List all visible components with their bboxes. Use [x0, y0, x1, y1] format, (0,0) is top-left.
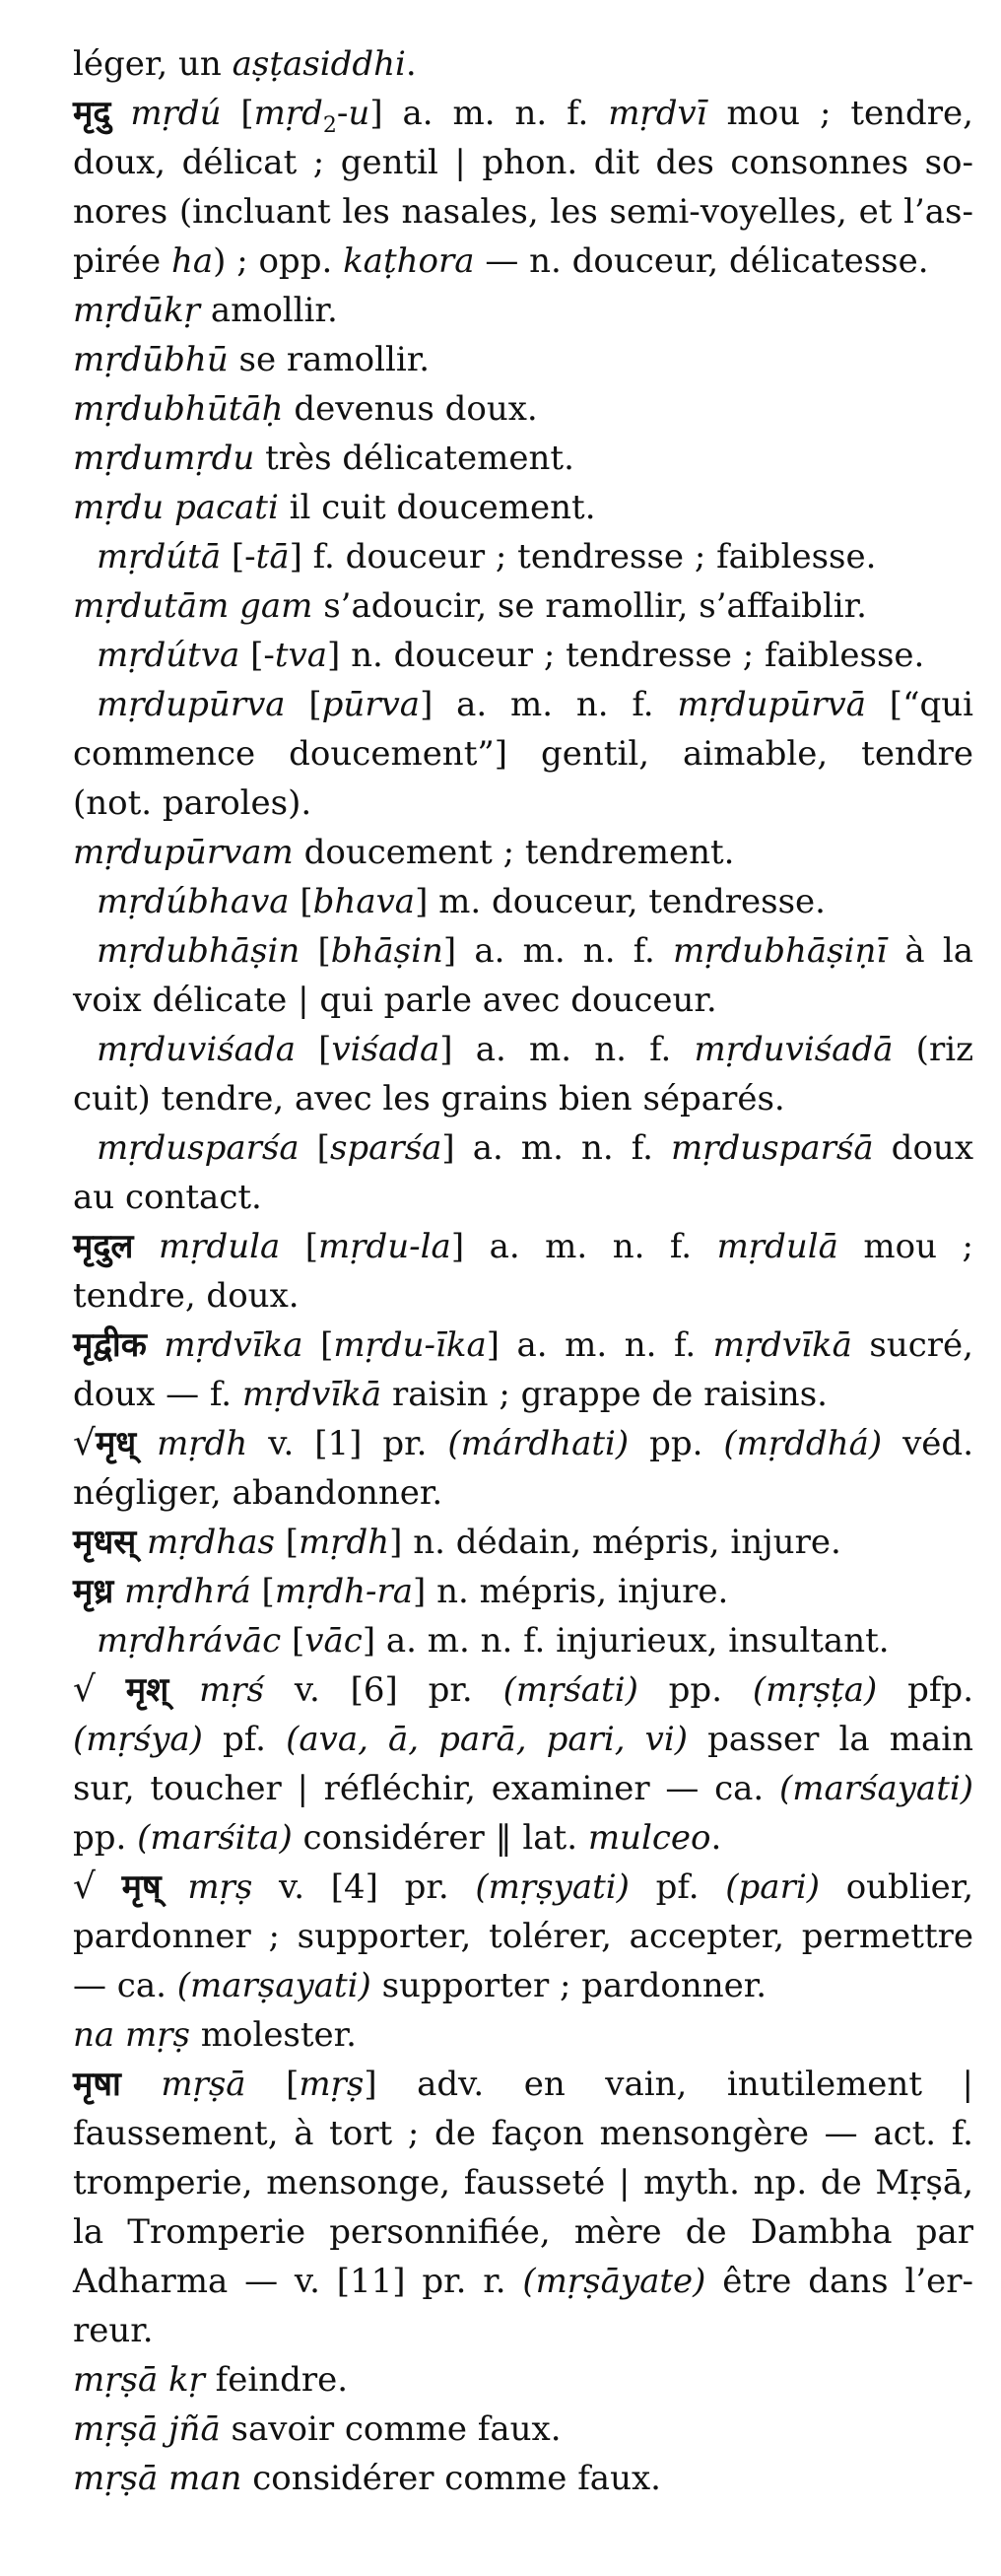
- text-line: la Tromperie personnifiée, mère de Dambha par: [73, 2212, 973, 2252]
- text-line: mṛdutām gam s’adoucir, se ramollir, s’affaiblir.: [73, 586, 867, 626]
- text-line: doux — f. mṛdvīkā raisin ; grappe de raisins.: [73, 1375, 828, 1414]
- text-line: mṛdupūrva [pūrva] a. m. n. f. mṛdupūrvā [“qui: [97, 685, 973, 724]
- text-line: mṛdu pacati il cuit doucement.: [73, 488, 596, 527]
- text-line: mṛdútā [-tā] f. douceur ; tendresse ; faiblesse.: [97, 537, 877, 576]
- text-line: nores (incluant les nasales, les semi-voyelles, et l’as-: [73, 192, 973, 232]
- text-line: mṛdubhāṣin [bhāṣin] a. m. n. f. mṛdubhāṣiṇī à la: [97, 931, 973, 971]
- text-line: मृषा mṛṣā [mṛṣ] adv. en vain, inutilement |: [73, 2065, 973, 2104]
- text-line: mṛṣā man considérer comme faux.: [73, 2459, 661, 2498]
- text-line: mṛdútva [-tva] n. douceur ; tendresse ; faiblesse.: [97, 636, 925, 675]
- text-line: voix délicate | qui parle avec douceur.: [73, 981, 717, 1020]
- text-line: mṛdusparśa [sparśa] a. m. n. f. mṛdusparśā doux: [97, 1128, 973, 1168]
- text-line: mṛṣā jñā savoir comme faux.: [73, 2409, 562, 2449]
- text-line: Adharma — v. [11] pr. r. (mṛṣāyate) être dans l’er-: [73, 2262, 973, 2301]
- text-line: commence doucement”] gentil, aimable, tendre: [73, 734, 973, 774]
- text-line: mṛdūkṛ amollir.: [73, 291, 338, 330]
- text-line: मृधस् mṛdhas [mṛdh] n. dédain, mépris, injure.: [73, 1523, 841, 1562]
- text-line: faussement, à tort ; de façon mensongère — act. f.: [73, 2114, 973, 2153]
- text-line: doux, délicat ; gentil | phon. dit des consonnes so-: [73, 143, 973, 182]
- text-line: pardonner ; supporter, tolérer, accepter, permettre: [73, 1917, 973, 1956]
- text-line: मृद्वीक mṛdvīka [mṛdu-īka] a. m. n. f. mṛdvīkā sucré,: [73, 1325, 973, 1365]
- text-line: मृदु mṛdú [mṛd$_2$-u] a. m. n. f. mṛdvī mou ; tendre,: [73, 94, 973, 138]
- text-line: au contact.: [73, 1178, 262, 1217]
- text-line: (not. paroles).: [73, 783, 312, 823]
- text-line: √ मृष् mṛṣ v. [4] pr. (mṛṣyati) pf. (pari) oublier,: [73, 1866, 974, 1907]
- text-line: √मृध् mṛdh v. [1] pr. (márdhati) pp. (mṛddhá) véd.: [73, 1423, 973, 1463]
- text-line: négliger, abandonner.: [73, 1473, 443, 1513]
- text-line: मृध्र mṛdhrá [mṛdh-ra] n. mépris, injure.: [73, 1572, 729, 1611]
- text-line: pp. (marśita) considérer ‖ lat. mulceo.: [73, 1818, 722, 1858]
- text-line: tendre, doux.: [73, 1276, 300, 1316]
- text-line: pirée ha) ; opp. kaṭhora — n. douceur, délicatesse.: [73, 241, 929, 281]
- text-line: sur, toucher | réfléchir, examiner — ca. (marśayati): [73, 1769, 973, 1808]
- text-line: (mṛśya) pf. (ava, ā, parā, pari, vi) passer la main: [73, 1720, 974, 1759]
- dictionary-page: [73, 39, 973, 2503]
- text-line: na mṛṣ molester.: [73, 2015, 357, 2055]
- text-line: mṛdupūrvam doucement ; tendrement.: [73, 833, 735, 872]
- text-line: — ca. (marṣayati) supporter ; pardonner.: [73, 1966, 767, 2005]
- text-line: मृदुल mṛdula [mṛdu-la] a. m. n. f. mṛdulā mou ;: [73, 1227, 973, 1266]
- text-line: mṛduviśada [viśada] a. m. n. f. mṛduviśadā (riz: [97, 1030, 973, 1069]
- text-line: mṛdūbhū se ramollir.: [73, 340, 431, 379]
- text-line: tromperie, mensonge, fausseté | myth. np. de Mṛṣā,: [73, 2163, 973, 2203]
- text-line: cuit) tendre, avec les grains bien séparés.: [73, 1079, 785, 1119]
- text-line: √ मृश् mṛś v. [6] pr. (mṛśati) pp. (mṛṣṭa) pfp.: [73, 1669, 973, 1710]
- text-line: reur.: [73, 2311, 154, 2350]
- text-line: léger, un aṣṭasiddhi.: [73, 44, 417, 84]
- text-line: mṛṣā kṛ feindre.: [73, 2360, 349, 2400]
- text-line: mṛdumṛdu très délicatement.: [73, 439, 574, 478]
- text-line: mṛdúbhava [bhava] m. douceur, tendresse.: [97, 882, 826, 921]
- text-line: mṛdubhūtāḥ devenus doux.: [73, 389, 538, 429]
- text-line: mṛdhrávāc [vāc] a. m. n. f. injurieux, insultant.: [97, 1621, 890, 1661]
